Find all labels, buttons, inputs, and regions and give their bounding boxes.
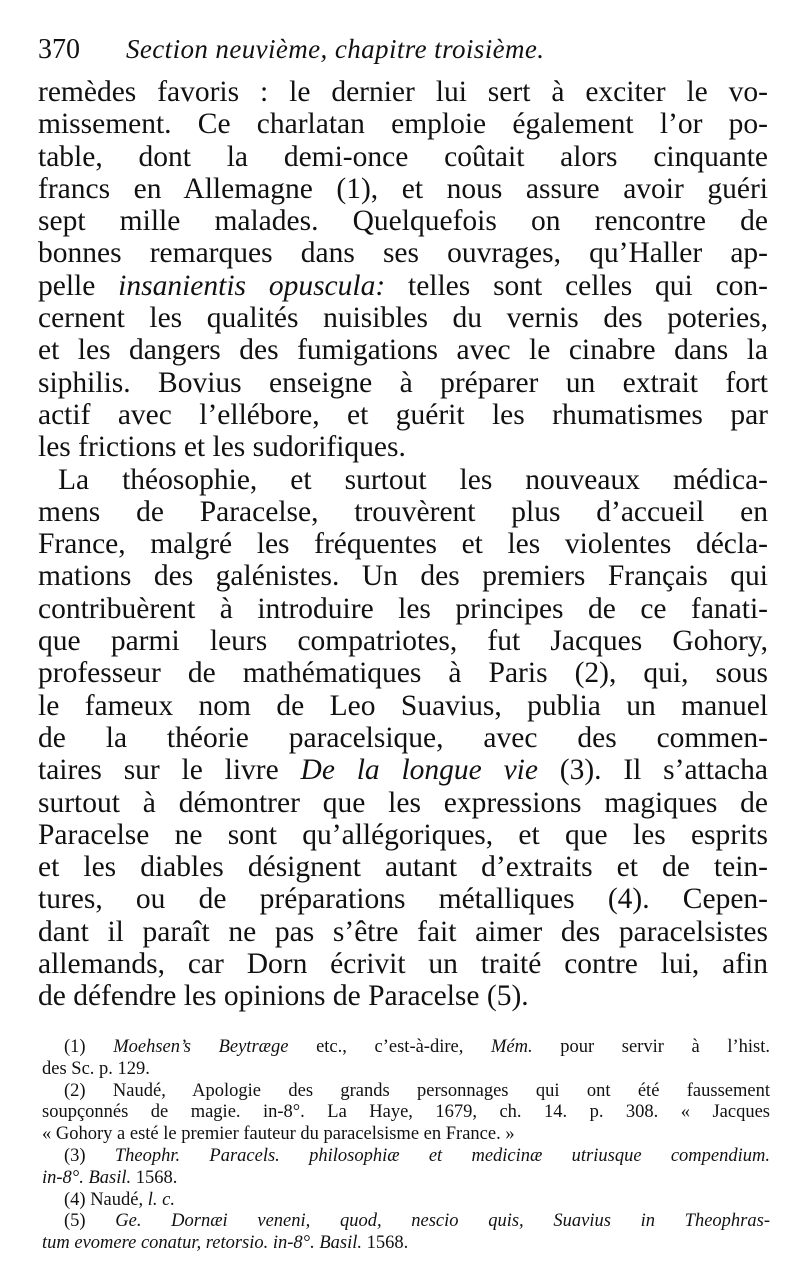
footnote-title: Mém. bbox=[490, 1037, 533, 1057]
text-line: actif avec l’ellébore, et guérit les rhumatismes par bbox=[38, 398, 768, 431]
text-line: La théosophie, et surtout les nouveaux médica- bbox=[58, 463, 768, 496]
page-number: 370 bbox=[38, 34, 80, 65]
footnote-2: (2) Naudé, Apologie des grands personnages qui ont été faussement bbox=[64, 1080, 770, 1101]
text-line bbox=[38, 754, 768, 786]
text-run: pour servir à l’hist. bbox=[532, 1037, 770, 1057]
text-line: les frictions et les sudorifiques. bbox=[38, 431, 406, 464]
text-run: telles sont celles qui con- bbox=[385, 269, 768, 302]
text-run: taires sur le livre bbox=[38, 754, 301, 787]
footnote-marker: (1) bbox=[64, 1037, 114, 1057]
footnote-title: tum evomere conatur, retorsio. in-8°. Basil. bbox=[42, 1233, 362, 1254]
footnote-3 bbox=[42, 1146, 770, 1168]
footnote-title: Ge. Dornæi veneni, quod, nescio quis, Suavius in Theophras- bbox=[115, 1211, 770, 1232]
body-text bbox=[38, 76, 768, 1013]
text-run: (4) Naudé, bbox=[64, 1189, 148, 1210]
text-line: cernent les qualités nuisibles du vernis des poteries, bbox=[38, 302, 768, 335]
footnote-2-cont: soupçonnés de magie. in-8°. La Haye, 1679, ch. 14. p. 308. « Jacques bbox=[42, 1102, 770, 1123]
text-line: le fameux nom de Leo Suavius, publia un manuel bbox=[38, 689, 768, 722]
text-line bbox=[38, 270, 768, 302]
text-line: et les diables désignent autant d’extraits et de tein- bbox=[38, 851, 768, 884]
text-line: table, dont la demi-once coûtait alors cinquante bbox=[38, 140, 768, 173]
text-line: que parmi leurs compatriotes, fut Jacques Gohory, bbox=[38, 625, 768, 658]
text-line: missement. Ce charlatan emploie également l’or po- bbox=[38, 108, 768, 141]
text-line: tures, ou de préparations métalliques (4). Cepen- bbox=[38, 883, 768, 916]
footnote-title: l. c. bbox=[147, 1189, 175, 1210]
footnote-5 bbox=[42, 1211, 770, 1233]
running-title: Section neuvième, chapitre troisième. bbox=[126, 34, 545, 64]
text-line: de défendre les opinions de Paracelse (5). bbox=[38, 980, 529, 1013]
running-header bbox=[38, 34, 768, 76]
text-line: et les dangers des fumigations avec le cinabre dans la bbox=[38, 334, 768, 367]
footnote-marker: (3) bbox=[64, 1145, 115, 1166]
footnote-1-cont: des Sc. p. 129. bbox=[42, 1058, 150, 1079]
text-line: Paracelse ne sont qu’allégoriques, et que les esprits bbox=[38, 818, 768, 851]
text-run: (3). Il s’attacha bbox=[537, 754, 768, 787]
footnote-title: in-8°. Basil. bbox=[42, 1167, 132, 1188]
footnote-marker: (5) bbox=[64, 1211, 116, 1232]
text-line: surtout à démontrer que les expressions magiques de bbox=[38, 786, 768, 819]
text-line: siphilis. Bovius enseigne à préparer un extrait fort bbox=[38, 366, 768, 399]
text-run: 1568. bbox=[131, 1167, 178, 1188]
text-line: remèdes favoris : le dernier lui sert à exciter le vo- bbox=[38, 76, 768, 108]
page bbox=[38, 34, 768, 1013]
text-run: etc., c’est-à-dire, bbox=[288, 1037, 491, 1057]
text-line: sept mille malades. Quelquefois on rencontre de bbox=[38, 205, 768, 238]
text-line: dant il paraît ne pas s’être fait aimer des paracelsistes bbox=[38, 915, 768, 948]
footnote-5-cont bbox=[42, 1233, 770, 1255]
text-line: francs en Allemagne (1), et nous assure avoir guéri bbox=[38, 172, 768, 205]
text-run: 1568. bbox=[361, 1233, 409, 1254]
footnote-title: Moehsen’s Beytræge bbox=[113, 1037, 289, 1057]
footnote-4 bbox=[42, 1190, 770, 1212]
text-line: allemands, car Dorn écrivit un traité contre lui, afin bbox=[38, 948, 768, 981]
text-run: pelle bbox=[38, 269, 119, 302]
footnote-3-cont bbox=[42, 1168, 770, 1190]
footnote-2-cont: « Gohory a esté le premier fauteur du paracelsisme en France. » bbox=[42, 1124, 515, 1145]
text-line: de la théorie paracelsique, avec des commen- bbox=[38, 721, 768, 754]
italic-book-title: De la longue vie bbox=[300, 754, 538, 787]
footnote-1 bbox=[42, 1037, 770, 1059]
text-line: mations des galénistes. Un des premiers Français qui bbox=[38, 560, 768, 593]
italic-quote: insanientis opuscula: bbox=[118, 269, 386, 302]
footnote-title: Theophr. Paracels. philosophiæ et medicinæ utriusque compendium. bbox=[114, 1145, 770, 1166]
text-line: France, malgré les fréquentes et les violentes décla- bbox=[38, 528, 768, 561]
text-line: mens de Paracelse, trouvèrent plus d’accueil en bbox=[38, 495, 768, 528]
text-line: contribuèrent à introduire les principes de ce fanati- bbox=[38, 592, 768, 625]
text-line: professeur de mathématiques à Paris (2), qui, sous bbox=[38, 657, 768, 690]
text-line: bonnes remarques dans ses ouvrages, qu’Haller ap- bbox=[38, 237, 768, 270]
footnotes bbox=[42, 1037, 770, 1255]
